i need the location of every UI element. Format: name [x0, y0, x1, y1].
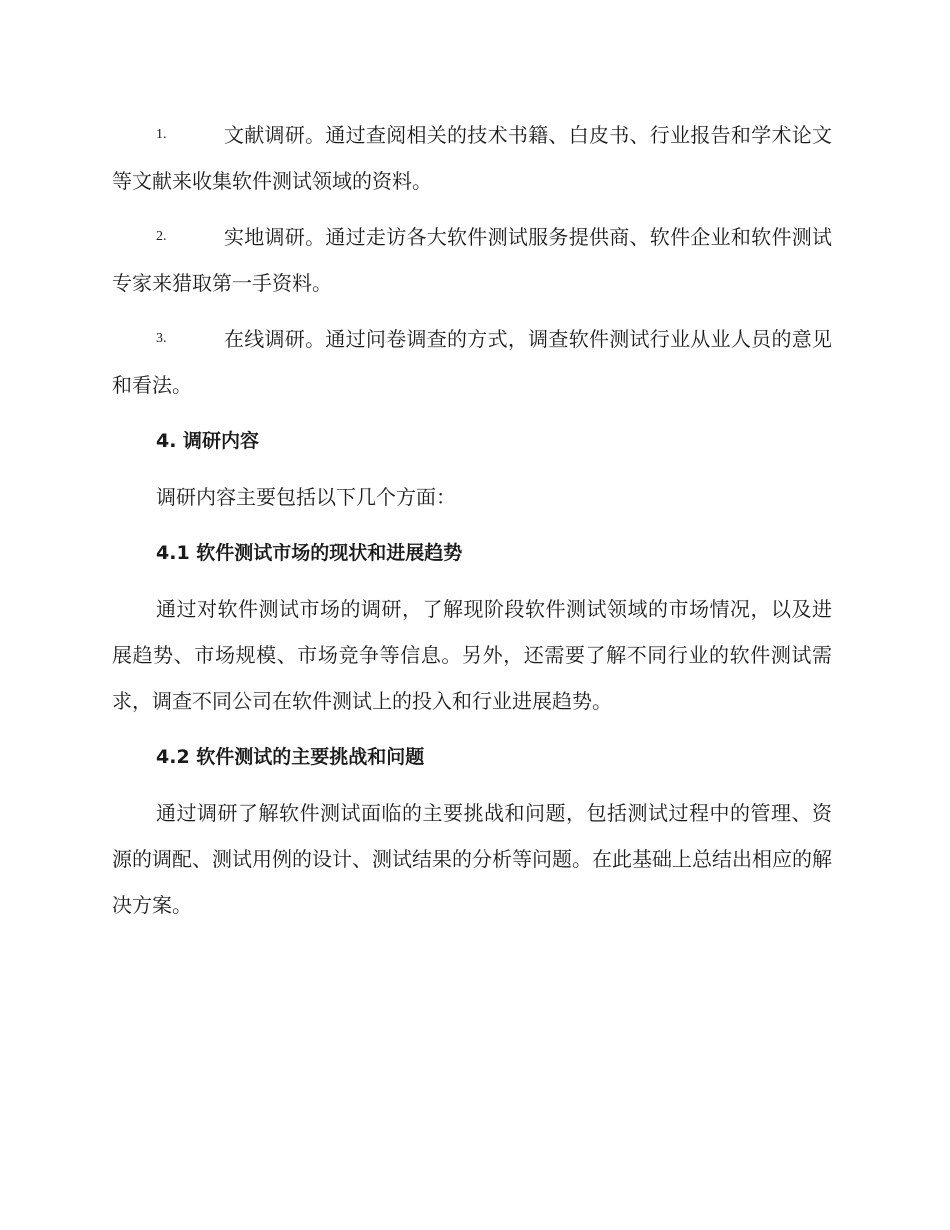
section-4-1-paragraph: 通过对软件测试市场的调研，了解现阶段软件测试领域的市场情况，以及进展趋势、市场规模、市场竞争等信息。另外，还需要了解不同行业的软件测试需求，调查不同公司在软件测试上的投入和行业进展趋势。	[112, 597, 832, 713]
list-item-text: 在线调研。通过问卷调查的方式，调查软件测试行业从业人员的意见和看法。	[112, 327, 832, 397]
document-page	[112, 112, 832, 938]
list-item-2	[112, 214, 832, 306]
section-heading-4-2: 4.2 软件测试的主要挑战和问题	[156, 746, 425, 768]
list-item-text: 实地调研。通过走访各大软件测试服务提供商、软件企业和软件测试专家来猎取第一手资料。	[112, 225, 832, 295]
list-number: 3.	[156, 331, 167, 346]
section-heading-4-1: 4.1 软件测试市场的现状和进展趋势	[156, 542, 463, 564]
section-4-2-paragraph: 通过调研了解软件测试面临的主要挑战和问题，包括测试过程中的管理、资源的调配、测试用例的设计、测试结果的分析等问题。在此基础上总结出相应的解决方案。	[112, 801, 832, 917]
section-heading-4: 4. 调研内容	[156, 430, 260, 452]
list-number: 1.	[156, 127, 167, 142]
list-number: 2.	[156, 229, 167, 244]
list-item-text: 文献调研。通过查阅相关的技术书籍、白皮书、行业报告和学术论文等文献来收集软件测试领域的资料。	[112, 123, 832, 193]
section-intro-paragraph: 调研内容主要包括以下几个方面：	[156, 485, 456, 509]
list-item-1	[112, 112, 832, 204]
list-item-3	[112, 316, 832, 408]
